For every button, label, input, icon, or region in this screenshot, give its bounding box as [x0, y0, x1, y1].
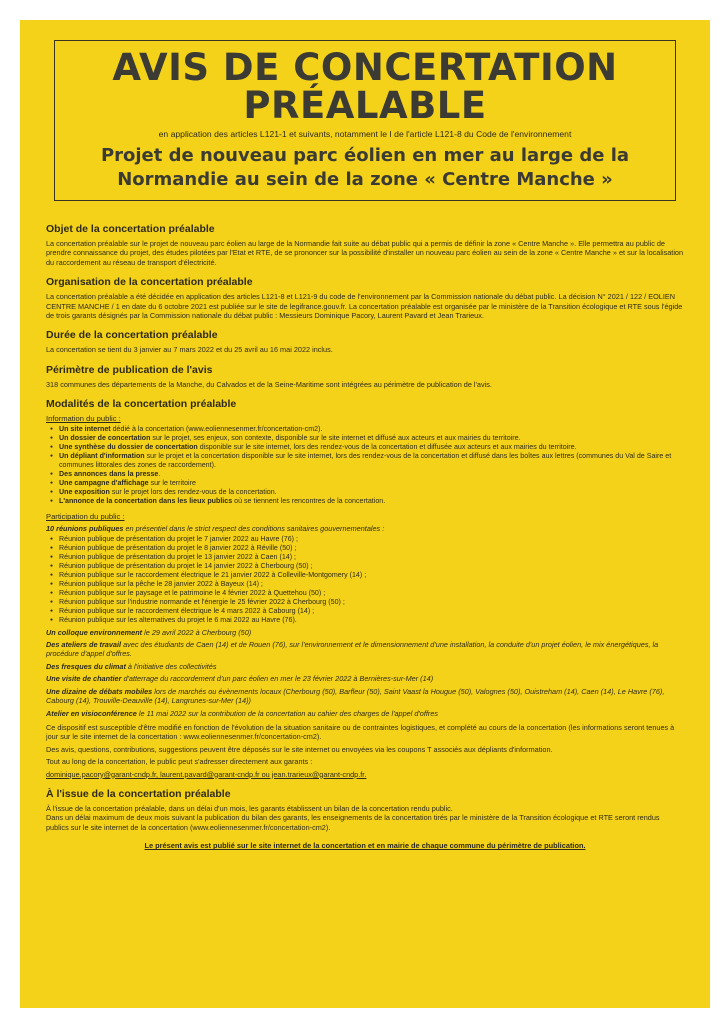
text-perimetre: 318 communes des départements de la Manche, du Calvados et de la Seine-Maritime sont intégrées au périmètre de publication de l'avis. — [46, 379, 492, 389]
list-item: ● Une campagne d'affichage sur le territoire — [59, 479, 684, 488]
project-title — [67, 144, 663, 192]
section-modalites — [46, 398, 684, 779]
section-duree — [46, 329, 684, 354]
list-item: ● Réunion publique sur le raccordement électrique le 21 janvier 2022 à Colleville-Montgomery (14) ; — [59, 571, 684, 580]
avis-questions-text: Des avis, questions, contributions, suggestions peuvent être déposés sur le site internet ou envoyées via les coupons T associés aux dépliants d'information. — [46, 744, 553, 754]
list-item: ● Réunion publique de présentation du projet le 14 janvier 2022 à Cherbourg (50) ; — [59, 562, 684, 571]
fresques: Des fresques du climat à l'initiative des collectivités — [46, 661, 217, 671]
atelier-visio: Atelier en visioconférence le 11 mai 2022 sur la contribution de la concertation au cahier des charges de l'appel d'offres — [46, 708, 439, 718]
heading-objet: Objet de la concertation préalable — [46, 223, 215, 235]
text-issue-1: À l'issue de la concertation préalable, dans un délai d'un mois, les garants établissent un bilan de la concertation rendu public. — [46, 803, 453, 813]
heading-modalites: Modalités de la concertation préalable — [46, 398, 237, 411]
reunions-intro: 10 réunions publiques en présentiel dans le strict respect des conditions sanitaires gouvernementales : — [46, 524, 385, 534]
section-perimetre — [46, 364, 684, 389]
list-item: ● Un dossier de concertation sur le projet, ses enjeux, son contexte, disponible sur le site internet et diffusé aux acteurs et aux mairies du territoire. — [59, 434, 684, 443]
text-objet: La concertation préalable sur le projet de nouveau parc éolien au large de la Normandie fait suite au débat public qui a permis de définir la zone « Centre Manche ». Elle permettra au public de prendre connaissance du projet, des études pilotées par l'Etat et RTE, de se prononcer sur la possibilité d'installer un nouveau parc éolien au sein de la zone « Centre Manche » et sur la localisation du raccordement au réseau de transport d'électricité. — [46, 239, 684, 267]
list-item: ● Réunion publique de présentation du projet le 8 janvier 2022 à Réville (50) ; — [59, 544, 684, 553]
section-issue — [46, 788, 684, 832]
legal-subtitle: en application des articles L121-1 et suivants, notamment le I de l'article L121-8 du Code de l'environnement — [158, 129, 572, 139]
colloque: Un colloque environnement le 29 avril 2022 à Cherbourg (50) — [46, 627, 252, 637]
project-line-2: Normandie au sein de la zone « Centre Manche » — [117, 169, 613, 190]
info-public-title: Information du public : — [46, 414, 121, 424]
list-item: ● Réunion publique sur le raccordement électrique le 4 mars 2022 à Cabourg (14) ; — [59, 607, 684, 616]
title-line-2: PRÉALABLE — [243, 84, 487, 127]
heading-perimetre: Périmètre de publication de l'avis — [46, 363, 213, 376]
project-line-1: Projet de nouveau parc éolien en mer au large de la — [100, 145, 630, 166]
heading-organisation: Organisation de la concertation préalable — [46, 276, 253, 289]
reunions-list — [46, 535, 684, 625]
list-item: ● Une synthèse du dossier de concertation disponible sur le site internet, lors des rendez-vous de la concertation et diffusée aux acteurs et aux mairies du territoire. — [59, 443, 684, 452]
list-item: ● Une exposition sur le projet lors des rendez-vous de la concertation. — [59, 488, 684, 497]
notice-sheet — [20, 20, 710, 1008]
heading-duree: Durée de la concertation préalable — [46, 329, 218, 342]
visite-chantier: Une visite de chantier d'atterrage du raccordement d'un parc éolien en mer le 23 février 2022 à Bernières-sur-Mer (14) — [46, 674, 434, 684]
garants-intro: Tout au long de la concertation, le public peut s'adresser directement aux garants : — [46, 757, 313, 767]
list-item: ● Réunion publique sur les alternatives du projet le 6 mai 2022 au Havre (76). — [59, 616, 684, 625]
heading-issue: À l'issue de la concertation préalable — [46, 787, 231, 800]
list-item: ● Réunion publique de présentation du projet le 13 janvier 2022 à Caen (14) ; — [59, 553, 684, 562]
list-item: ● Réunion publique sur la pêche le 28 janvier 2022 à Bayeux (14) ; — [59, 580, 684, 589]
garants-emails[interactable]: dominique.pacory@garant-cndp.fr, laurent.pavard@garant-cndp.fr ou jean.trarieux@garant-cndp.fr. — [46, 769, 367, 779]
section-objet — [46, 223, 684, 267]
footer-note: Le présent avis est publié sur le site internet de la concertation et en mairie de chaque commune du périmètre de publication. — [144, 841, 586, 851]
list-item: ● Un dépliant d'information sur le projet et la concertation disponible sur le site internet, lors des rendez-vous de la concertation et diffusé dans les boîtes aux lettres (communes du Val de Saire et communes littorales des zones de raccordement). — [59, 452, 684, 470]
ateliers: Des ateliers de travail avec des étudiants de Caen (14) et de Rouen (76), sur l'environnement et le dimensionnement d'une installation, la conduite d'un projet éolien, le mix énergétiques, la procédure d'appel d'offres. — [46, 640, 659, 659]
title-box — [54, 40, 676, 201]
participation-title: Participation du public : — [46, 512, 125, 522]
list-item: ● L'annonce de la concertation dans les lieux publics où se tiennent les rencontres de la concertation. — [59, 497, 684, 506]
text-duree: La concertation se tient du 3 janvier au 7 mars 2022 et du 25 avril au 16 mai 2022 inclus. — [46, 345, 333, 355]
list-item: ● Un site internet dédié à la concertation (www.eoliennesenmer.fr/concertation-cm2). — [59, 425, 684, 434]
text-issue-2: Dans un délai maximum de deux mois suivant la publication du bilan des garants, les enseignements de la concertation tirés par le ministère de la Transition écologique et RTE seront rendus publics sur le site internet de la concertation (www.eoliennesenmer.fr/concertation-cm2). — [46, 813, 660, 832]
dispositif-text: Ce dispositif est susceptible d'être modifié en fonction de l'évolution de la situation sanitaire ou de contraintes logistiques, et complété au cours de la concertation (les informations seront tenues à jour sur le site internet de la concertation : www.eoliennesenmer.fr/concertation-cm2). — [46, 722, 675, 742]
list-item: ● Des annonces dans la presse. — [59, 470, 684, 479]
info-list — [46, 425, 684, 506]
debats-mobiles: Une dizaine de débats mobiles lors de marchés ou évènements locaux (Cherbourg (50), Barfleur (50), Saint Vaast la Hougue (50), Valognes (50), Ouistreham (14), Caen (14), Le Havre (76), Cabourg (14), Trouville-Deauville (14), Langrunes-sur-Mer (14)) — [46, 686, 665, 706]
list-item: ● Réunion publique sur le paysage et le patrimoine le 4 février 2022 à Quettehou (50) ; — [59, 589, 684, 598]
list-item: ● Réunion publique sur l'industrie normande et l'énergie le 25 février 2022 à Cherbourg (50) ; — [59, 598, 684, 607]
text-organisation: La concertation préalable a été décidée en application des articles L121-8 et L121-9 du code de l'environnement par la Commission nationale du débat public. La décision N° 2021 / 122 / EOLIEN CENTRE MANCHE / 1 en date du 6 octobre 2021 est publiée sur le site de legifrance.gouv.fr. La concertation préalable est organisée par le ministère de la Transition écologique et RTE sous l'égide de trois garants désignés par la Commission nationale du débat public : Messieurs Dominique Pacory, Laurent Pavard et Jean Trarieux. — [46, 292, 683, 321]
title-line-1: AVIS DE CONCERTATION — [112, 46, 618, 89]
section-organisation — [46, 276, 684, 320]
list-item: ● Réunion publique de présentation du projet le 7 janvier 2022 au Havre (76) ; — [59, 535, 684, 544]
notice-title — [67, 46, 663, 127]
